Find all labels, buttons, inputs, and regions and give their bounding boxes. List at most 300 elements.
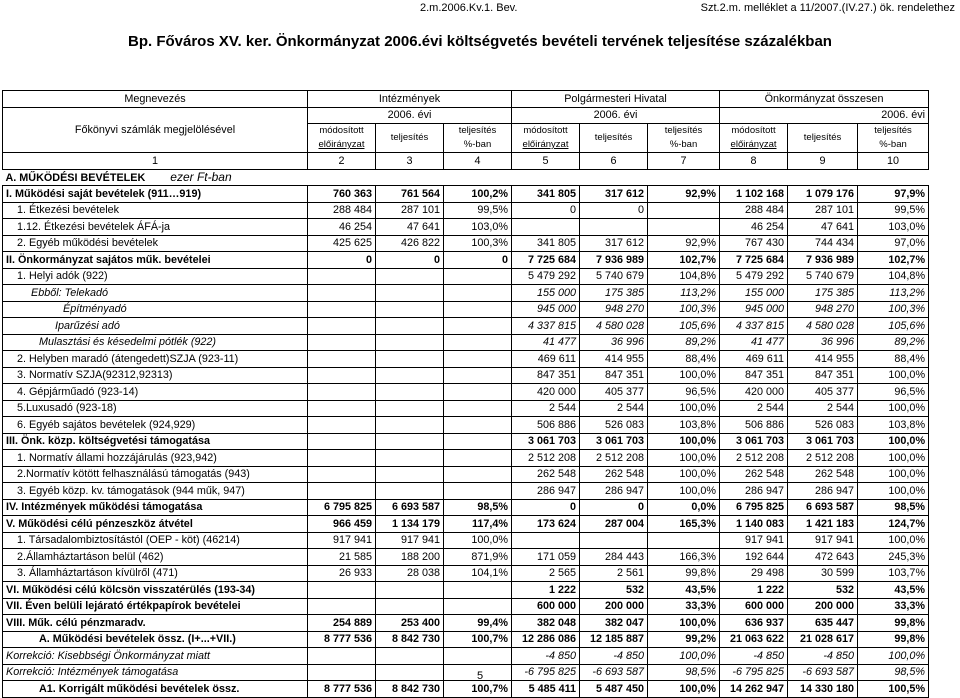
cell-value: 945 000 — [720, 301, 788, 318]
cell-value: 12 185 887 — [580, 631, 648, 648]
table-row — [3, 235, 929, 252]
row-label: III. Önk. közp. költségvetési támogatása — [3, 433, 308, 450]
cell-value: 262 548 — [512, 466, 580, 483]
table-row — [3, 433, 929, 450]
cell-value: 99,5% — [858, 202, 929, 219]
cell-value: 100,7% — [444, 631, 512, 648]
table-row — [3, 516, 929, 533]
cell-value: 100,5% — [858, 681, 929, 698]
cell-value: -4 850 — [788, 648, 858, 665]
table-row — [3, 466, 929, 483]
cell-value: 100,2% — [444, 186, 512, 203]
cell-value: 284 443 — [580, 549, 648, 566]
table-row — [3, 186, 929, 203]
cell-value: 36 996 — [788, 334, 858, 351]
cell-value: 0 — [580, 202, 648, 219]
cell-value: 14 330 180 — [788, 681, 858, 698]
cell-value: 5 479 292 — [720, 268, 788, 285]
account-label: Főkönyvi számlák megjelölésével — [3, 107, 308, 153]
cell-value: 420 000 — [512, 384, 580, 401]
row-label: V. Működési célú pénzeszköz átvétel — [3, 516, 308, 533]
cell-value: 4 580 028 — [580, 318, 648, 335]
teljesites-pct-header — [858, 124, 929, 153]
cell-value: 155 000 — [720, 285, 788, 302]
pct-line1: teljesítés — [458, 125, 497, 136]
cell-value: 192 644 — [720, 549, 788, 566]
mod-line2: előirányzat — [522, 139, 569, 150]
cell-value: 600 000 — [720, 598, 788, 615]
mod-line1: módosított — [731, 125, 776, 136]
cell-value: 6 795 825 — [308, 499, 376, 516]
row-label: IV. Intézmények működési támogatása — [3, 499, 308, 516]
cell-value: 286 947 — [580, 483, 648, 500]
row-label: A1. Korrigált működési bevételek össz. — [3, 681, 308, 698]
cell-value: 948 270 — [580, 301, 648, 318]
table-row — [3, 268, 929, 285]
cell-value: 847 351 — [720, 367, 788, 384]
cell-value: 7 725 684 — [720, 252, 788, 269]
row-label: Mulasztási és késedelmi pótlék (922) — [3, 334, 308, 351]
cell-value — [376, 301, 444, 318]
cell-value: 767 430 — [720, 235, 788, 252]
cell-value: 100,0% — [648, 483, 720, 500]
cell-value: 6 693 587 — [788, 499, 858, 516]
pct-line2: %-ban — [879, 139, 907, 150]
cell-value: 7 725 684 — [512, 252, 580, 269]
cell-value: 286 947 — [512, 483, 580, 500]
cell-value: 96,5% — [648, 384, 720, 401]
cell-value: 99,5% — [444, 202, 512, 219]
cell-value — [308, 384, 376, 401]
cell-value: 200 000 — [580, 598, 648, 615]
cell-value: 21 063 622 — [720, 631, 788, 648]
column-number: 10 — [858, 153, 929, 170]
cell-value — [512, 532, 580, 549]
cell-value: 99,4% — [444, 615, 512, 632]
cell-value — [376, 268, 444, 285]
cell-value — [444, 285, 512, 302]
year-2: 2006. évi — [512, 107, 720, 124]
cell-value: 847 351 — [788, 367, 858, 384]
cell-value — [444, 268, 512, 285]
row-label: 1.12. Étkezési bevételek ÁFÁ-ja — [3, 219, 308, 236]
column-number: 6 — [580, 153, 648, 170]
cell-value — [308, 450, 376, 467]
cell-value: 166,3% — [648, 549, 720, 566]
table-row — [3, 565, 929, 582]
cell-value: 5 479 292 — [512, 268, 580, 285]
cell-value: 0 — [308, 252, 376, 269]
cell-value: 30 599 — [788, 565, 858, 582]
cell-value: 0 — [512, 202, 580, 219]
column-number: 2 — [308, 153, 376, 170]
cell-value — [308, 582, 376, 599]
top-references — [420, 2, 955, 14]
cell-value: 254 889 — [308, 615, 376, 632]
cell-value: 506 886 — [720, 417, 788, 434]
cell-value: 165,3% — [648, 516, 720, 533]
cell-value: 21 585 — [308, 549, 376, 566]
row-label: Ebből: Telekadó — [3, 285, 308, 302]
cell-value: 636 937 — [720, 615, 788, 632]
cell-value: 414 955 — [788, 351, 858, 368]
cell-value: 948 270 — [788, 301, 858, 318]
cell-value — [308, 483, 376, 500]
table-row — [3, 631, 929, 648]
cell-value — [376, 367, 444, 384]
mod-line1: módosított — [319, 125, 364, 136]
cell-value: 847 351 — [580, 367, 648, 384]
cell-value — [308, 367, 376, 384]
cell-value: 103,8% — [858, 417, 929, 434]
cell-value: 171 059 — [512, 549, 580, 566]
cell-value: 635 447 — [788, 615, 858, 632]
cell-value — [444, 483, 512, 500]
cell-value — [308, 433, 376, 450]
budget-table — [2, 90, 929, 698]
cell-value: 117,4% — [444, 516, 512, 533]
table-row — [3, 318, 929, 335]
header-row-groups — [3, 91, 929, 108]
cell-value: 100,0% — [648, 615, 720, 632]
cell-value — [512, 219, 580, 236]
cell-value: 0 — [512, 499, 580, 516]
cell-value: 28 038 — [376, 565, 444, 582]
cell-value: 100,0% — [858, 367, 929, 384]
cell-value: 262 548 — [580, 466, 648, 483]
table-row — [3, 384, 929, 401]
cell-value: 104,8% — [648, 268, 720, 285]
cell-value — [308, 268, 376, 285]
cell-value: 100,3% — [648, 301, 720, 318]
cell-value — [376, 351, 444, 368]
cell-value: 103,8% — [648, 417, 720, 434]
cell-value: 105,6% — [858, 318, 929, 335]
cell-value: 12 286 086 — [512, 631, 580, 648]
cell-value: 847 351 — [512, 367, 580, 384]
year-3: 2006. évi — [720, 107, 929, 124]
table-row — [3, 549, 929, 566]
cell-value: 2 561 — [580, 565, 648, 582]
page-number: 5 — [476, 670, 484, 682]
cell-value: 0 — [376, 252, 444, 269]
cell-value — [376, 582, 444, 599]
cell-value: 6 795 825 — [720, 499, 788, 516]
cell-value — [648, 202, 720, 219]
cell-value — [444, 582, 512, 599]
cell-value: 100,0% — [858, 483, 929, 500]
pct-line2: %-ban — [669, 139, 698, 150]
teljesites-pct-header — [444, 124, 512, 153]
cell-value: 104,1% — [444, 565, 512, 582]
header-row-numbers — [3, 153, 929, 170]
cell-value: 966 459 — [308, 516, 376, 533]
cell-value: 8 777 536 — [308, 631, 376, 648]
cell-value: 0 — [580, 499, 648, 516]
table-row — [3, 598, 929, 615]
cell-value: 420 000 — [720, 384, 788, 401]
row-label: VII. Éven belüli lejárató értékpapírok bevételei — [3, 598, 308, 615]
column-number: 7 — [648, 153, 720, 170]
cell-value — [376, 334, 444, 351]
cell-value — [308, 334, 376, 351]
cell-value: 100,0% — [648, 433, 720, 450]
cell-value: 33,3% — [858, 598, 929, 615]
cell-value: 405 377 — [788, 384, 858, 401]
cell-value: 33,3% — [648, 598, 720, 615]
cell-value: 100,0% — [648, 367, 720, 384]
cell-value: 469 611 — [720, 351, 788, 368]
row-label: Korrekció: Intézmények támogatása — [3, 664, 308, 681]
cell-value: 175 385 — [788, 285, 858, 302]
cell-value: 245,3% — [858, 549, 929, 566]
cell-value: 100,3% — [444, 235, 512, 252]
year-1: 2006. évi — [308, 107, 512, 124]
header-row-years — [3, 107, 929, 124]
row-label: 3. Államháztartáson kívülről (471) — [3, 565, 308, 582]
cell-value: 100,7% — [444, 681, 512, 698]
cell-value: 472 643 — [788, 549, 858, 566]
table-row — [3, 202, 929, 219]
cell-value: 100,0% — [648, 681, 720, 698]
cell-value: 43,5% — [858, 582, 929, 599]
row-label: II. Önkormányzat sajátos műk. bevételei — [3, 252, 308, 269]
table-row — [3, 252, 929, 269]
cell-value — [376, 598, 444, 615]
pct-line2: %-ban — [463, 139, 492, 150]
cell-value: 103,0% — [858, 219, 929, 236]
cell-value: 2 544 — [720, 400, 788, 417]
cell-value: 100,0% — [444, 532, 512, 549]
cell-value: 200 000 — [788, 598, 858, 615]
cell-value — [444, 598, 512, 615]
cell-value: 5 740 679 — [788, 268, 858, 285]
cell-value: 469 611 — [512, 351, 580, 368]
cell-value: 100,0% — [858, 450, 929, 467]
cell-value: 426 822 — [376, 235, 444, 252]
cell-value: 917 941 — [788, 532, 858, 549]
row-label: Iparűzési adó — [3, 318, 308, 335]
cell-value: 1 421 183 — [788, 516, 858, 533]
row-label: 2.Államháztartáson belül (462) — [3, 549, 308, 566]
row-label: 1. Helyi adók (922) — [3, 268, 308, 285]
teljesites-header: teljesítés — [376, 124, 444, 153]
cell-value: 3 061 703 — [512, 433, 580, 450]
cell-value: 0,0% — [648, 499, 720, 516]
cell-value: 2 512 208 — [788, 450, 858, 467]
cell-value: 89,2% — [858, 334, 929, 351]
cell-value: 287 101 — [788, 202, 858, 219]
cell-value: 29 498 — [720, 565, 788, 582]
table-row — [3, 367, 929, 384]
cell-value: -4 850 — [512, 648, 580, 665]
cell-value: 36 996 — [580, 334, 648, 351]
modositott-eloiranyzat-header — [720, 124, 788, 153]
cell-value: 317 612 — [580, 235, 648, 252]
cell-value: 4 580 028 — [788, 318, 858, 335]
cell-value: 532 — [580, 582, 648, 599]
row-label: 6. Egyéb sajátos bevételek (924,929) — [3, 417, 308, 434]
cell-value: 100,0% — [648, 466, 720, 483]
cell-value: 382 048 — [512, 615, 580, 632]
cell-value: 98,5% — [858, 499, 929, 516]
cell-value — [580, 532, 648, 549]
table-row — [3, 301, 929, 318]
cell-value: 8 842 730 — [376, 631, 444, 648]
cell-value: 341 805 — [512, 186, 580, 203]
cell-value: 744 434 — [788, 235, 858, 252]
table-row — [3, 615, 929, 632]
cell-value: 262 548 — [720, 466, 788, 483]
col-name-header: Megnevezés — [3, 91, 308, 108]
cell-value: 89,2% — [648, 334, 720, 351]
cell-value: 1 222 — [512, 582, 580, 599]
cell-value: 26 933 — [308, 565, 376, 582]
row-label: VI. Működési célú kölcsön visszatérülés (193-34) — [3, 582, 308, 599]
cell-value — [376, 648, 444, 665]
unit-label: ezer Ft-ban — [170, 169, 232, 184]
cell-value — [308, 648, 376, 665]
cell-value: 14 262 947 — [720, 681, 788, 698]
mod-line1: módosított — [523, 125, 568, 136]
cell-value: 103,0% — [444, 219, 512, 236]
cell-value — [376, 466, 444, 483]
row-label: 5.Luxusadó (923-18) — [3, 400, 308, 417]
cell-value: -6 693 587 — [788, 664, 858, 681]
cell-value: 1 102 168 — [720, 186, 788, 203]
row-label: 1. Társadalombiztosítástól (OEP - köt) (46214) — [3, 532, 308, 549]
cell-value: 262 548 — [788, 466, 858, 483]
mod-line2: előirányzat — [318, 139, 365, 150]
group-intezmenyek: Intézmények — [308, 91, 512, 108]
cell-value — [308, 351, 376, 368]
cell-value — [444, 301, 512, 318]
cell-value: 414 955 — [580, 351, 648, 368]
cell-value: 288 484 — [720, 202, 788, 219]
cell-value: 46 254 — [308, 219, 376, 236]
teljesites-pct-header — [648, 124, 720, 153]
cell-value: 2 512 208 — [580, 450, 648, 467]
cell-value: 405 377 — [580, 384, 648, 401]
cell-value: 98,5% — [444, 499, 512, 516]
cell-value: 102,7% — [858, 252, 929, 269]
group-osszesen: Önkormányzat összesen — [720, 91, 929, 108]
cell-value — [308, 285, 376, 302]
cell-value — [444, 351, 512, 368]
cell-value: 8 842 730 — [376, 681, 444, 698]
cell-value: 113,2% — [648, 285, 720, 302]
row-label: VIII. Műk. célú pénzmaradv. — [3, 615, 308, 632]
cell-value: 5 487 450 — [580, 681, 648, 698]
cell-value — [444, 417, 512, 434]
cell-value: 600 000 — [512, 598, 580, 615]
cell-value — [444, 367, 512, 384]
cell-value: 288 484 — [308, 202, 376, 219]
cell-value: 2 565 — [512, 565, 580, 582]
row-label: 2. Egyéb működési bevételek — [3, 235, 308, 252]
cell-value: 105,6% — [648, 318, 720, 335]
cell-value: 175 385 — [580, 285, 648, 302]
cell-value: 1 222 — [720, 582, 788, 599]
cell-value — [444, 334, 512, 351]
cell-value: 287 101 — [376, 202, 444, 219]
row-label: I. Működési saját bevételek (911…919) — [3, 186, 308, 203]
cell-value: 317 612 — [580, 186, 648, 203]
cell-value: 100,0% — [858, 400, 929, 417]
cell-value — [444, 384, 512, 401]
cell-value — [444, 450, 512, 467]
cell-value: 1 079 176 — [788, 186, 858, 203]
cell-value: -6 795 825 — [512, 664, 580, 681]
cell-value: -4 850 — [720, 648, 788, 665]
row-label: 3. Normatív SZJA(92312,92313) — [3, 367, 308, 384]
cell-value — [580, 219, 648, 236]
cell-value: 2 544 — [788, 400, 858, 417]
cell-value: 173 624 — [512, 516, 580, 533]
row-label: 4. Gépjárműadó (923-14) — [3, 384, 308, 401]
row-label: Építményadó — [3, 301, 308, 318]
cell-value — [444, 318, 512, 335]
modositott-eloiranyzat-header — [308, 124, 376, 153]
cell-value: 46 254 — [720, 219, 788, 236]
pct-line1: teljesítés — [874, 125, 912, 136]
mod-line2: előirányzat — [730, 139, 777, 150]
column-number: 3 — [376, 153, 444, 170]
row-label: 2. Helyben maradó (átengedett)SZJA (923-11) — [3, 351, 308, 368]
table-row — [3, 450, 929, 467]
cell-value: 47 641 — [788, 219, 858, 236]
cell-value — [648, 532, 720, 549]
cell-value: 341 805 — [512, 235, 580, 252]
cell-value: 124,7% — [858, 516, 929, 533]
cell-value: 871,9% — [444, 549, 512, 566]
cell-value — [308, 400, 376, 417]
cell-value: 6 693 587 — [376, 499, 444, 516]
table-row — [3, 681, 929, 698]
cell-value — [648, 219, 720, 236]
cell-value: 760 363 — [308, 186, 376, 203]
cell-value: 103,7% — [858, 565, 929, 582]
cell-value: 917 941 — [376, 532, 444, 549]
cell-value: 97,0% — [858, 235, 929, 252]
page-title: Bp. Főváros XV. ker. Önkormányzat 2006.évi költségvetés bevételi tervének teljesítése százalékban — [128, 33, 832, 50]
cell-value: 7 936 989 — [788, 252, 858, 269]
cell-value: 4 337 815 — [720, 318, 788, 335]
cell-value: 88,4% — [858, 351, 929, 368]
cell-value: 92,9% — [648, 186, 720, 203]
cell-value: 526 083 — [580, 417, 648, 434]
table-row — [3, 400, 929, 417]
cell-value — [308, 466, 376, 483]
row-label: 2.Normatív kötött felhasználású támogatás (943) — [3, 466, 308, 483]
cell-value: 99,8% — [648, 565, 720, 582]
cell-value: 2 512 208 — [512, 450, 580, 467]
cell-value — [376, 450, 444, 467]
cell-value — [376, 417, 444, 434]
table-row — [3, 351, 929, 368]
cell-value: 21 028 617 — [788, 631, 858, 648]
pct-line1: teljesítés — [664, 125, 703, 136]
cell-value: 100,0% — [858, 433, 929, 450]
cell-value: 2 544 — [580, 400, 648, 417]
cell-value — [376, 285, 444, 302]
cell-value — [444, 648, 512, 665]
cell-value: -6 693 587 — [580, 664, 648, 681]
cell-value: 100,0% — [858, 648, 929, 665]
cell-value: 155 000 — [512, 285, 580, 302]
table-row — [3, 334, 929, 351]
cell-value — [376, 433, 444, 450]
